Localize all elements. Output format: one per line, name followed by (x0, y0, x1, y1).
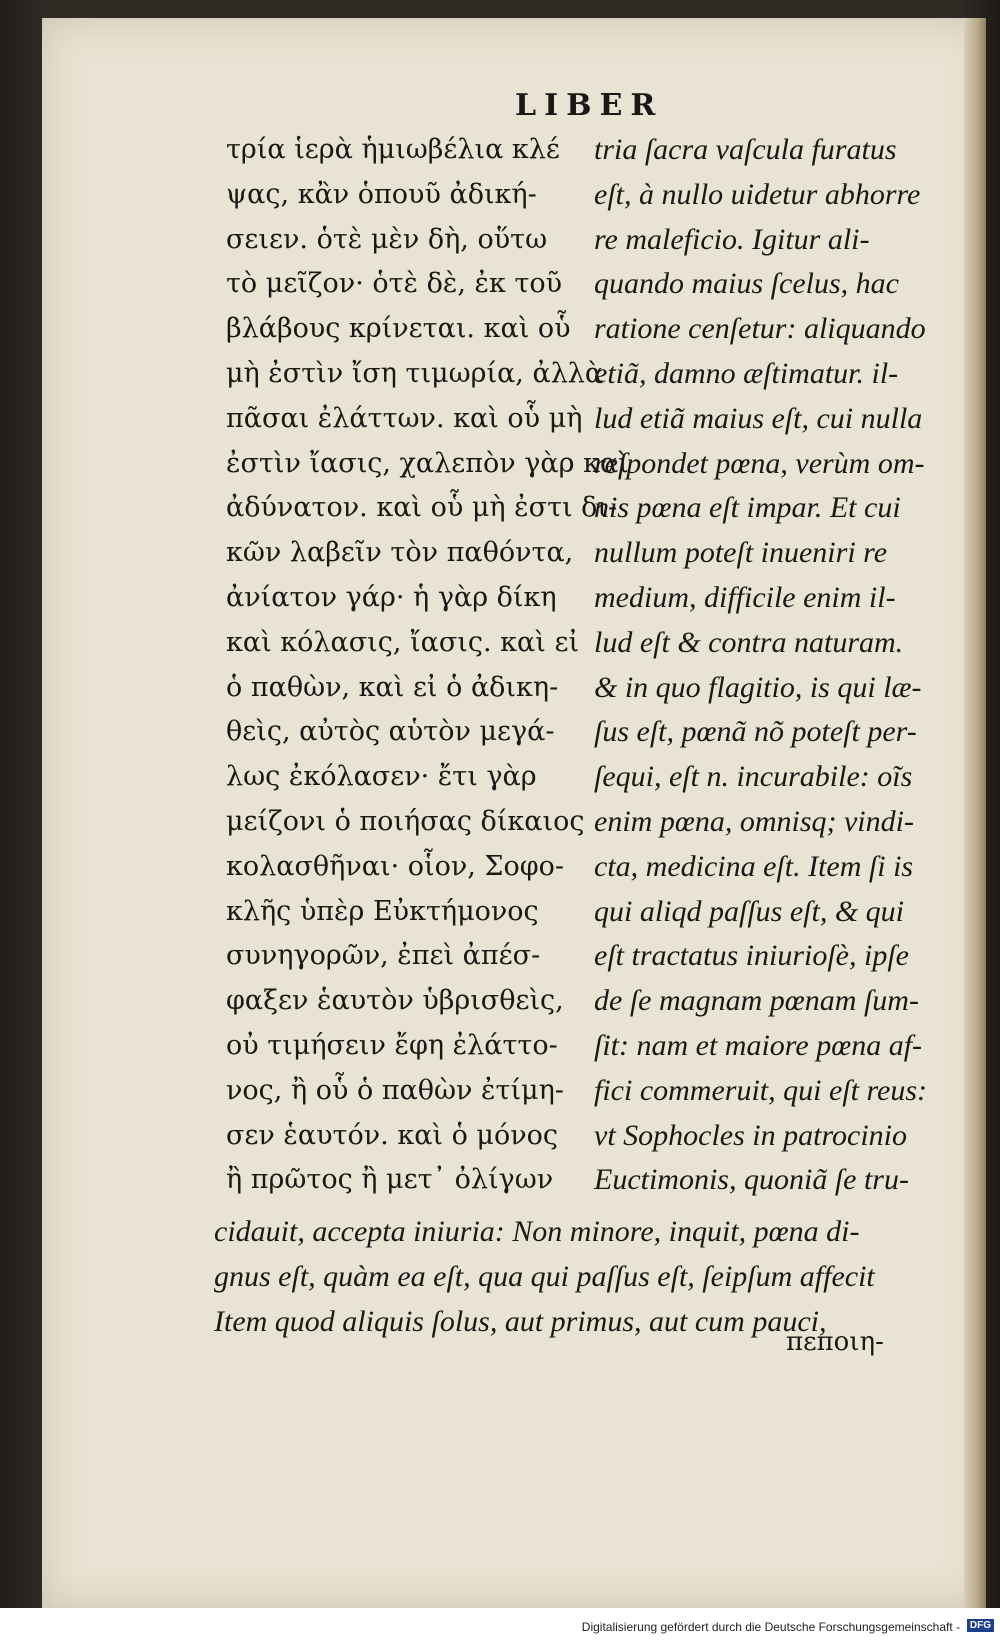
greek-text-line: τρία ἱερὰ ἡμιωβέλια κλέ (226, 134, 560, 165)
latin-text-line: lud etiã maius eſt, cui nulla (594, 401, 923, 435)
latin-text-line: ſit: nam et maiore pœna af- (594, 1028, 923, 1062)
latin-text-line: cta, medicina eſt. Item ſi is (594, 849, 914, 883)
greek-text-line: νος, ἢ οὗ ὁ παθὼν ἐτίμη- (226, 1074, 564, 1106)
dfg-logo: DFG (967, 1619, 994, 1632)
greek-text-line: ψας, κἂν ὁπουῦ ἀδική- (226, 178, 537, 210)
greek-text-line: τὸ μεῖζον· ὁτὲ δὲ, ἐκ τοῦ (226, 268, 563, 300)
latin-text-line: ratione cenſetur: aliquando (594, 312, 926, 346)
latin-text-line: quando maius ſcelus, hac (594, 267, 899, 301)
latin-text-line: vt Sophocles in patrocinio (594, 1118, 908, 1152)
greek-text-line: μείζονι ὁ ποιήσας δίκαιος (226, 805, 585, 837)
greek-text-line: καὶ κόλασις, ἴασις. καὶ εἰ (226, 626, 580, 658)
latin-text-line: medium, difficile enim il- (594, 580, 896, 614)
greek-text-line: βλάβους κρίνεται. καὶ οὗ (226, 313, 571, 345)
running-head: LIBER (515, 88, 664, 123)
greek-text-line: σειεν. ὁτὲ μὲν δὴ, οὕτω (226, 223, 548, 255)
greek-text-line: ὁ παθὼν, καὶ εἰ ὁ ἀδικη- (226, 671, 559, 703)
latin-text-column (594, 128, 974, 1203)
greek-text-line: μὴ ἐστὶν ἴση τιμωρία, ἀλλὰ (226, 357, 604, 389)
latin-text-line: lud eſt & contra naturam. (594, 625, 904, 659)
catchword: πεποιη- (786, 1327, 884, 1357)
footer-credit: Digitalisierung gefördert durch die Deutsche Forschungsgemeinschaft - (581, 1620, 960, 1634)
greek-text-line: κολασθῆναι· οἷον, Σοφο- (226, 850, 565, 882)
latin-text-line: Euctimonis, quoniã ſe tru- (594, 1163, 909, 1197)
greek-text-line: σεν ἑαυτόν. καὶ ὁ μόνος (226, 1119, 559, 1151)
greek-text-line: ἀνίατον γάρ· ἡ γὰρ δίκη (226, 581, 557, 613)
latin-text-line: Item quod aliquis ſolus, aut primus, aut cum pauci, (214, 1305, 827, 1338)
latin-text-line: ſus eſt, pœnã nõ poteſt per- (594, 715, 917, 749)
latin-text-line: nis pœna eſt impar. Et cui (594, 491, 901, 525)
latin-text-line: & in quo flagitio, is qui læ- (594, 670, 922, 704)
latin-text-line: reſpondet pœna, verùm om- (594, 446, 925, 480)
latin-text-line: etiã, damno æſtimatur. il- (594, 356, 899, 390)
latin-text-line: gnus eſt, quàm ea eſt, qua qui paſſus eſt, ſeipſum affecit (214, 1260, 875, 1293)
greek-text-line: κλῆς ὑπὲρ Εὐκτήμονος (226, 895, 539, 927)
greek-text-line: πᾶσαι ἐλάττων. καὶ οὗ μὴ (226, 402, 583, 434)
latin-text-line: de ſe magnam pœnam ſum- (594, 984, 919, 1018)
greek-text-line: ἐστὶν ἴασις, χαλεπὸν γὰρ καὶ (226, 447, 629, 479)
greek-text-line: οὐ τιμήσειν ἔφη ἐλάττο- (226, 1029, 558, 1061)
greek-text-line: φαξεν ἑαυτὸν ὑβρισθεὶς, (226, 985, 564, 1017)
latin-text-line: eſt tractatus iniurioſè, ipſe (594, 939, 909, 973)
latin-text-line: qui aliqd paſſus eſt, & qui (594, 894, 905, 928)
latin-full-width-text (214, 1209, 974, 1344)
greek-text-line: συνηγορῶν, ἐπεὶ ἀπέσ- (226, 940, 541, 972)
latin-text-line: re maleficio. Igitur ali- (594, 222, 870, 256)
latin-text-line: tria ſacra vaſcula furatus (594, 133, 897, 166)
latin-text-line: cidauit, accepta iniuria: Non minore, inquit, pœna di- (214, 1215, 860, 1248)
greek-text-line: κῶν λαβεῖν τὸν παθόντα, (226, 537, 574, 569)
latin-text-line: enim pœna, omnisq; vindi- (594, 804, 914, 838)
latin-text-line: eſt, à nullo uidetur abhorre (594, 177, 921, 211)
greek-text-line: ἀδύνατον. καὶ οὗ μὴ ἐστι δι- (226, 492, 618, 524)
greek-text-line: θεὶς, αὐτὸς αὑτὸν μεγά- (226, 716, 555, 748)
digitization-footer (0, 1608, 1000, 1645)
latin-text-line: nullum poteſt inueniri re (594, 536, 888, 570)
greek-text-column (226, 128, 629, 1203)
greek-text-line: ἢ πρῶτος ἢ μετ᾽ ὀλίγων (226, 1164, 554, 1196)
latin-text-line: ſequi, eſt n. incurabile: oĩs (594, 760, 913, 794)
greek-text-line: λως ἐκόλασεν· ἔτι γὰρ (226, 761, 537, 793)
latin-text-line: fici commeruit, qui eſt reus: (594, 1073, 927, 1107)
